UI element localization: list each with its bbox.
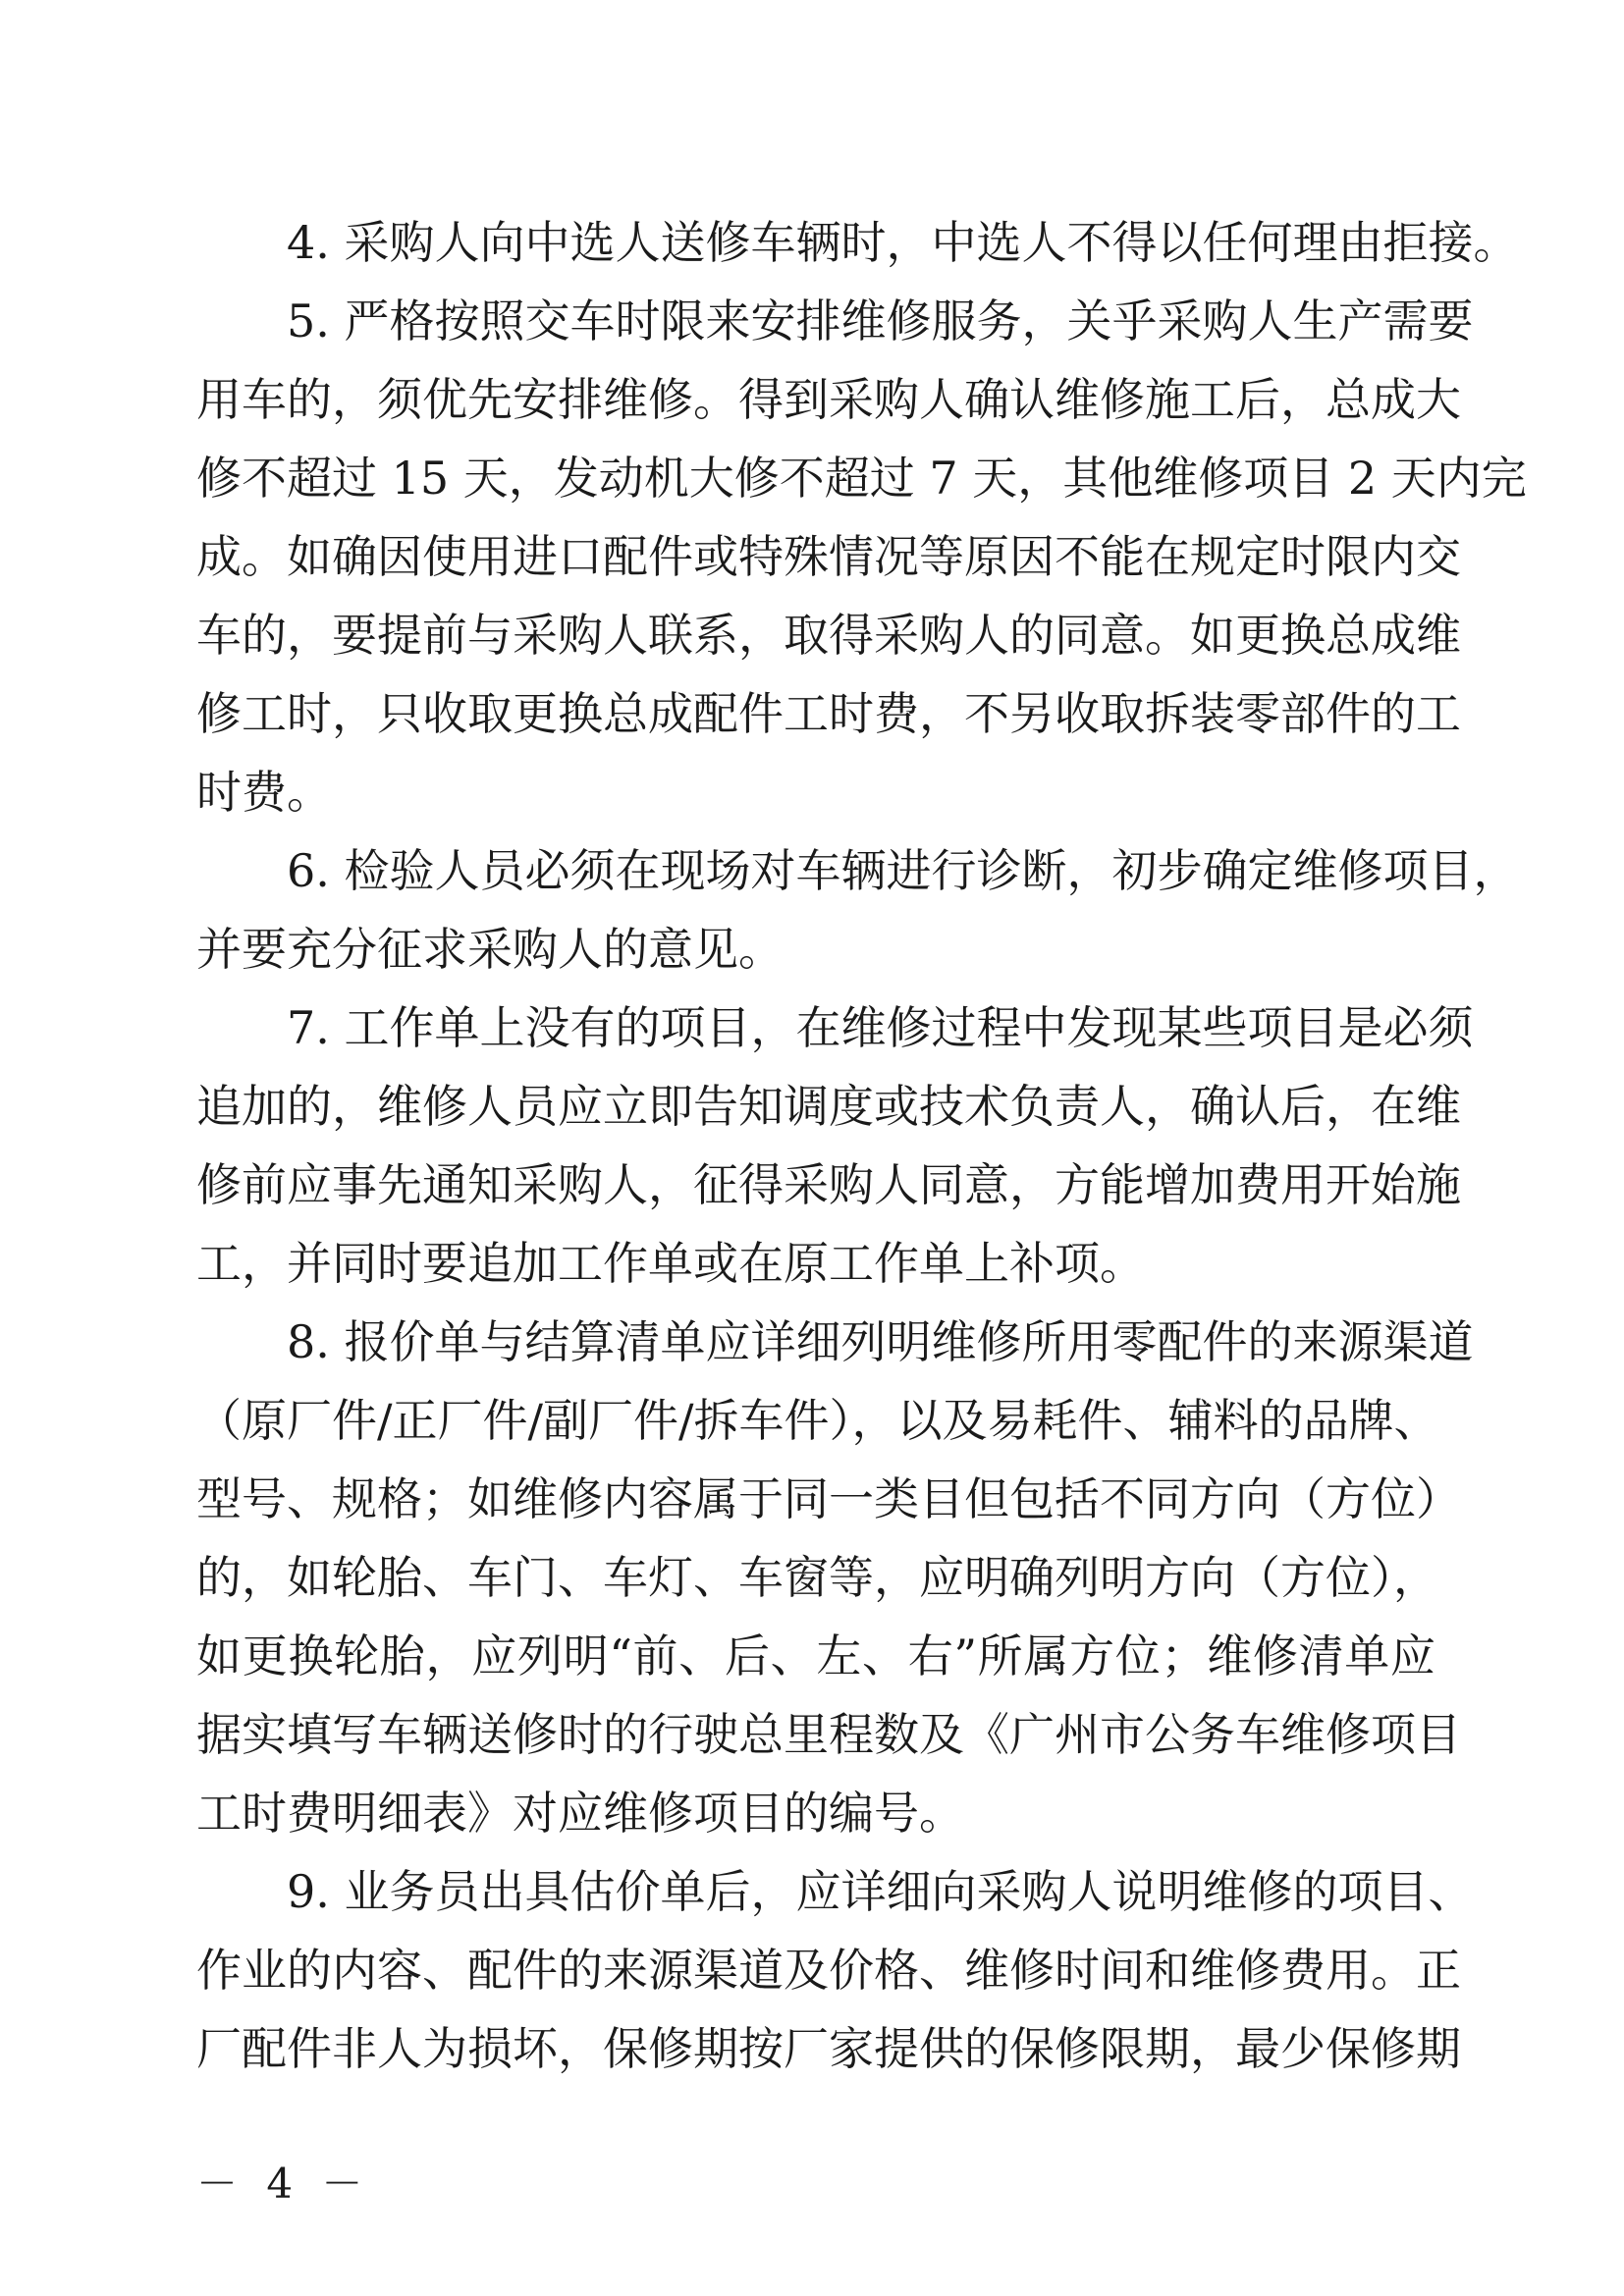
text-line: （原厂件/正厂件/副厂件/拆车件），以及易耗件、辅料的品牌、 [196, 1394, 1439, 1447]
text-line: 如更换轮胎，应列明“前、后、左、右”所属方位；维修清单应 [196, 1629, 1435, 1682]
text-line: 时费。 [196, 766, 332, 819]
text-line: 修不超过 15 天，发动机大修不超过 7 天，其他维修项目 2 天内完 [196, 452, 1527, 505]
text-line: 6. 检验人员必须在现场对车辆进行诊断，初步确定维修项目， [196, 844, 1519, 897]
text-line: 修前应事先通知采购人，征得采购人同意，方能增加费用开始施 [196, 1158, 1461, 1211]
text-line: 车的，要提前与采购人联系，取得采购人的同意。如更换总成维 [196, 609, 1461, 662]
text-line: 修工时，只收取更换总成配件工时费，不另收取拆装零部件的工 [196, 687, 1461, 740]
text-line: 用车的，须优先安排维修。得到采购人确认维修施工后，总成大 [196, 373, 1461, 426]
text-line: 7. 工作单上没有的项目，在维修过程中发现某些项目是必须 [196, 1001, 1474, 1054]
text-line: 成。如确因使用进口配件或特殊情况等原因不能在规定时限内交 [196, 530, 1461, 583]
text-line: 9. 业务员出具估价单后，应详细向采购人说明维修的项目、 [196, 1865, 1474, 1918]
text-line: 5. 严格按照交车时限来安排维修服务，关乎采购人生产需要 [196, 294, 1474, 347]
text-line: 4. 采购人向中选人送修车辆时，中选人不得以任何理由拒接。 [196, 216, 1519, 269]
text-line: 厂配件非人为损坏，保修期按厂家提供的保修限期，最少保修期 [196, 2022, 1461, 2075]
text-line: 工时费明细表》对应维修项目的编号。 [196, 1787, 964, 1840]
text-line: 型号、规格；如维修内容属于同一类目但包括不同方向（方位） [196, 1472, 1461, 1525]
text-line: 据实填写车辆送修时的行驶总里程数及《广州市公务车维修项目 [196, 1708, 1461, 1761]
text-line: 追加的，维修人员应立即告知调度或技术负责人，确认后，在维 [196, 1080, 1461, 1133]
text-line: 8. 报价单与结算清单应详细列明维修所用零配件的来源渠道 [196, 1315, 1474, 1368]
text-line: 工，并同时要追加工作单或在原工作单上补项。 [196, 1237, 1145, 1290]
text-line: 作业的内容、配件的来源渠道及价格、维修时间和维修费用。正 [196, 1944, 1461, 1997]
page-number: － 4 － [196, 2160, 371, 2208]
text-line: 并要充分征求采购人的意见。 [196, 923, 784, 976]
text-line: 的，如轮胎、车门、车灯、车窗等，应明确列明方向（方位）， [196, 1551, 1438, 1604]
